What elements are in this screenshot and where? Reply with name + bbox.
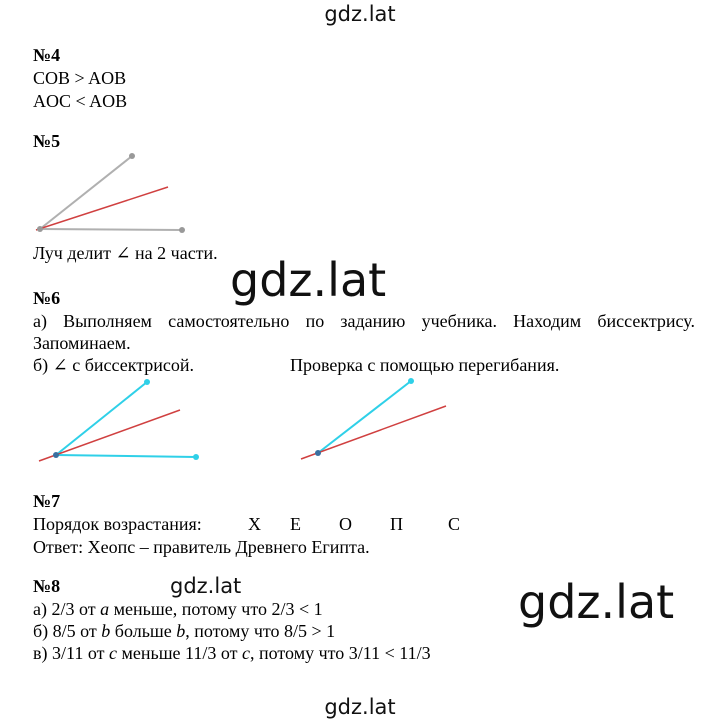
task8-c-mid: меньше 11/3 от — [116, 643, 243, 663]
task6-left-ray-upper — [56, 382, 147, 455]
task6-right-point-upper — [408, 378, 414, 384]
task5-number: №5 — [33, 131, 61, 151]
task6-left-ray-lower — [56, 455, 196, 457]
task7-letter-3: О — [339, 514, 352, 534]
task8-b-post: , потому что 8/5 > 1 — [185, 621, 336, 641]
task8-b-pre: б) 8/5 от — [33, 621, 102, 641]
task6-right-ray — [318, 381, 411, 453]
task8-c-var2: c — [242, 643, 251, 663]
task6-a-line1: а) Выполняем самостоятельно по заданию учебника. Находим биссектрису. — [33, 311, 695, 331]
task8-a-post: меньше, потому что 2/3 < 1 — [109, 599, 323, 619]
task4-number: №4 — [33, 45, 61, 65]
task8-b-var2: b — [176, 621, 186, 641]
watermark-bottom: gdz.lat — [324, 695, 396, 719]
task8-line-c — [33, 642, 431, 664]
task6-left-point-lower — [193, 454, 199, 460]
task6-b-right: Проверка с помощью перегибания. — [290, 355, 560, 375]
task8-c-post: , потому что 3/11 < 11/3 — [250, 643, 431, 663]
task7-letter-1: Х — [248, 514, 261, 534]
task7-answer: Ответ: Хеопс – правитель Древнего Египта. — [33, 537, 370, 557]
task7-letter-2: Е — [290, 514, 301, 534]
task6-b-left: б) ∠ с биссектрисой. — [33, 355, 195, 375]
watermark-top: gdz.lat — [324, 2, 396, 26]
task7-order-label: Порядок возрастания: — [33, 514, 202, 534]
task5-text: Луч делит ∠ на 2 части. — [33, 243, 218, 263]
task6-right-vertex — [315, 450, 321, 456]
task8-b-var: b — [101, 621, 111, 641]
task4-line1: COB > AOB — [33, 68, 127, 88]
task8-line-b — [33, 620, 335, 642]
task8-a-pre: а) 2/3 от — [33, 599, 101, 619]
task7-number: №7 — [33, 491, 61, 511]
task6-a-line2: Запоминаем. — [33, 333, 131, 353]
watermark-middle: gdz.lat — [230, 253, 387, 307]
task7-letter-5: С — [448, 514, 461, 534]
task8-a-var: a — [100, 599, 110, 619]
watermark-small: gdz.lat — [170, 574, 242, 598]
task6-number: №6 — [33, 288, 61, 308]
task8-line-a — [33, 598, 323, 620]
task6-right-bisector — [301, 406, 446, 459]
task8-b-mid: больше — [110, 621, 177, 641]
task8-c-var: c — [108, 643, 117, 663]
task4-line2: AOC < AOB — [33, 91, 128, 111]
task6-left-bisector — [39, 410, 180, 461]
task8-c-pre: в) 3/11 от — [33, 643, 109, 663]
watermark-right: gdz.lat — [518, 575, 675, 629]
task7-letter-4: П — [390, 514, 403, 534]
task6-left-vertex — [53, 452, 59, 458]
task6-left-point-upper — [144, 379, 150, 385]
task8-number: №8 — [33, 576, 61, 596]
